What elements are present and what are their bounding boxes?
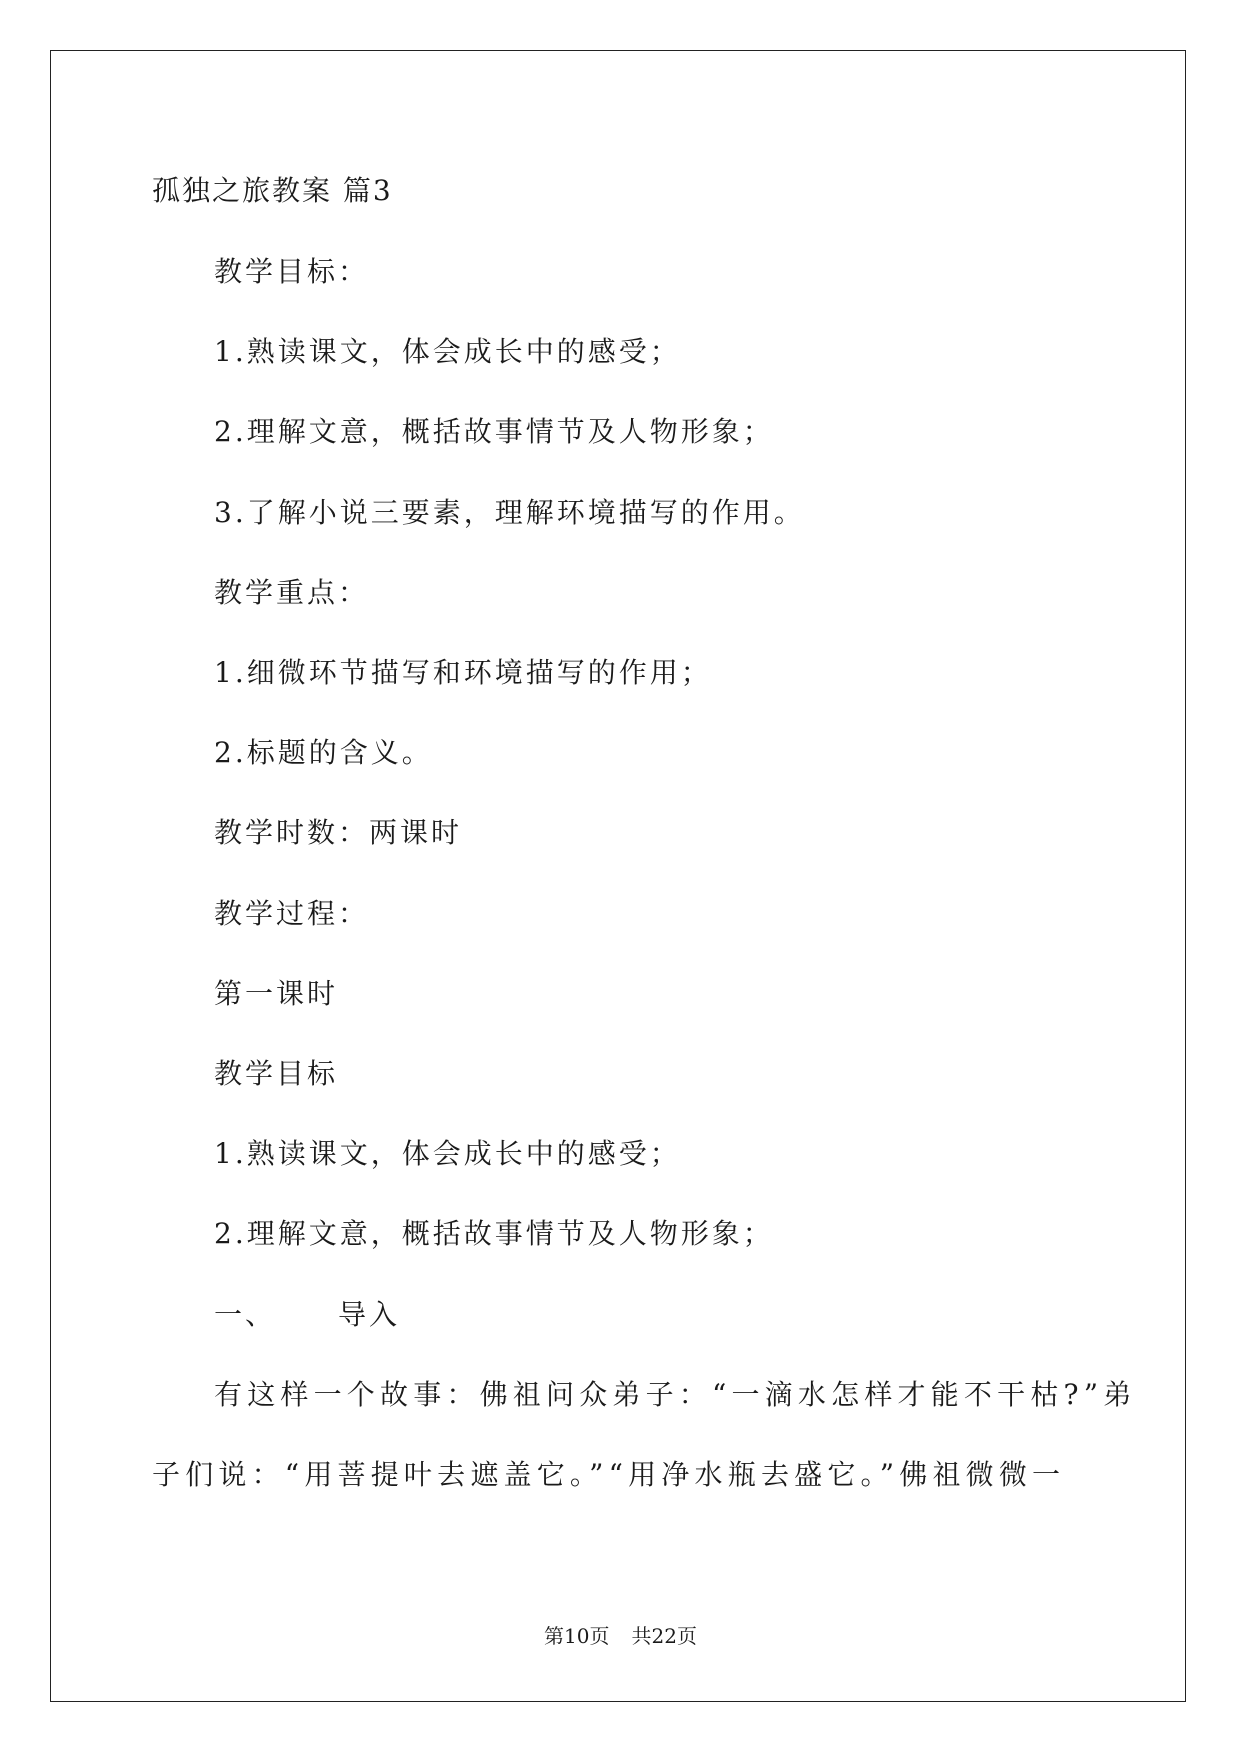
page-border [50,50,1186,1702]
lesson-goal-item-2: 2.理解文意，概括故事情节及人物形象； [214,1217,774,1250]
goal-item-3: 3.了解小说三要素，理解环境描写的作用。 [214,496,805,529]
first-lesson-heading: 第一课时 [214,977,339,1010]
lesson-goal-item-1: 1.熟读课文，体会成长中的感受； [214,1137,681,1170]
lesson-goal-heading: 教学目标 [214,1057,339,1090]
goal-item-2: 2.理解文意，概括故事情节及人物形象； [214,415,774,448]
page-footer [0,1623,1241,1649]
process-heading: 教学过程： [214,897,370,930]
teaching-hours: 教学时数：两课时 [214,816,463,849]
goal-heading: 教学目标： [214,255,370,288]
document-title: 孤独之旅教案 篇3 [152,174,393,207]
story-paragraph-line-2: 子们说：“用菩提叶去遮盖它。”“用净水瓶去盛它。”佛祖微微一 [152,1458,1066,1491]
focus-heading: 教学重点： [214,576,370,609]
focus-item-2: 2.标题的含义。 [214,736,433,769]
page-total: 共22页 [631,1624,697,1648]
page-number: 第10页 [544,1624,610,1648]
story-paragraph-line-1: 有这样一个故事：佛祖问众弟子：“一滴水怎样才能不干枯?”弟 [214,1378,1137,1411]
focus-item-1: 1.细微环节描写和环境描写的作用； [214,656,712,689]
section-number: 一、 [214,1298,277,1331]
section-title: 导入 [338,1298,401,1331]
goal-item-1: 1.熟读课文，体会成长中的感受； [214,335,681,368]
